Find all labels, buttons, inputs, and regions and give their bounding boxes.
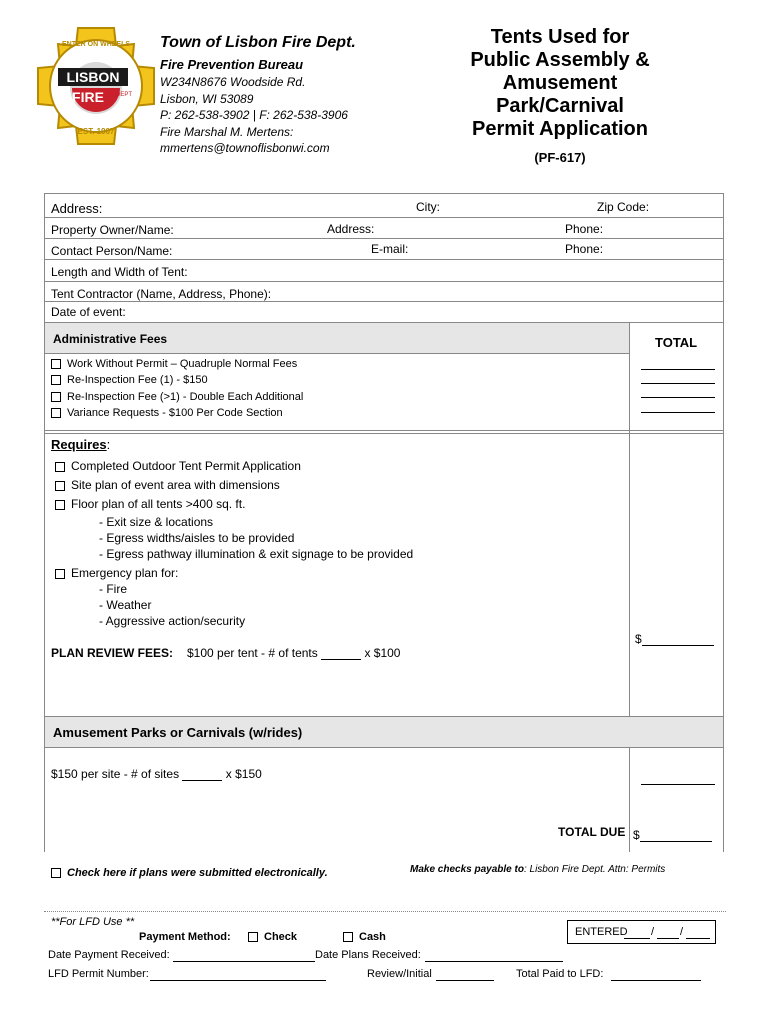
admin-fee-item: Re-Inspection Fee (1) - $150 <box>51 374 208 386</box>
total-column-heading: TOTAL <box>655 335 698 350</box>
total-due-label: TOTAL DUE <box>558 825 626 839</box>
checkbox-icon[interactable] <box>51 359 61 369</box>
admin-total-field[interactable] <box>641 383 715 384</box>
admin-fee-item: Re-Inspection Fee (>1) - Double Each Additional <box>51 391 303 403</box>
checkbox-icon[interactable] <box>51 375 61 385</box>
requirement-subitem: - Weather <box>99 598 152 612</box>
electronic-submission: Check here if plans were submitted electronically. <box>51 867 328 879</box>
total-due: $ <box>633 828 712 842</box>
checkbox-icon[interactable] <box>51 408 61 418</box>
form-title-line-1: Tents Used for <box>490 26 630 48</box>
logo-name1: LISBON <box>66 69 120 85</box>
requirement-item: Site plan of event area with dimensions <box>55 478 280 492</box>
payment-method-label: Payment Method: <box>139 931 231 943</box>
requirement-subitem: - Exit size & locations <box>99 515 214 529</box>
plan-review-fees-line: $100 per tent - # of tents x $100 <box>187 646 401 660</box>
plan-review-total-field[interactable] <box>642 633 714 646</box>
form-code: (PF-617) <box>534 150 586 165</box>
checkbox-icon[interactable] <box>248 932 258 942</box>
org-phone: P: 262-538-3902 | F: 262-538-3906 <box>160 108 348 122</box>
org-name: Town of Lisbon Fire Dept. <box>160 34 356 51</box>
requirement-subitem: - Aggressive action/security <box>99 614 246 628</box>
date-plans-label: Date Plans Received: <box>315 949 421 961</box>
org-email: mmertens@townoflisbonwi.com <box>160 141 330 155</box>
org-city: Lisbon, WI 53089 <box>160 92 254 106</box>
payable-note: Make checks payable to: Lisbon Fire Dept. Attn: Permits <box>410 864 666 875</box>
admin-fee-item: Work Without Permit – Quadruple Normal Fees <box>51 358 297 370</box>
requirement-subitem: - Fire <box>99 582 127 596</box>
requirement-item: Emergency plan for: <box>55 566 178 580</box>
checkbox-icon[interactable] <box>55 500 65 510</box>
total-paid-label: Total Paid to LFD: <box>516 968 604 980</box>
permit-number-label: LFD Permit Number: <box>48 968 149 980</box>
admin-fees-heading: Administrative Fees <box>53 332 168 346</box>
requirement-subitem: - Egress widths/aisles to be provided <box>99 531 295 545</box>
checkbox-icon[interactable] <box>51 868 61 878</box>
checkbox-icon[interactable] <box>55 569 65 579</box>
owner-phone-label: Phone: <box>565 222 604 236</box>
bureau-name: Fire Prevention Bureau <box>160 57 304 72</box>
fire-dept-logo <box>36 26 156 146</box>
amusement-total-field[interactable] <box>641 784 715 785</box>
admin-total-field[interactable] <box>641 369 715 370</box>
date-plans-field[interactable] <box>425 961 563 962</box>
entered-label: ENTERED <box>575 926 628 938</box>
total-paid-field[interactable] <box>611 980 701 981</box>
form-title-line-4: Park/Carnival <box>496 95 624 117</box>
date-payment-label: Date Payment Received: <box>48 949 170 961</box>
requirement-subitem: - Egress pathway illumination & exit signage to be provided <box>99 547 414 561</box>
city-label: City: <box>416 200 440 214</box>
form-title-line-3: Amusement <box>502 72 618 94</box>
logo-name2: FIRE <box>72 89 104 105</box>
entered-box[interactable]: ENTERED / / <box>567 920 716 944</box>
org-marshal: Fire Marshal M. Mertens: <box>160 125 294 139</box>
amusement-fee-line: $150 per site - # of sites x $150 <box>51 767 262 781</box>
requirement-item: Floor plan of all tents >400 sq. ft. <box>55 497 245 511</box>
checkbox-icon[interactable] <box>343 932 353 942</box>
requirement-item: Completed Outdoor Tent Permit Application <box>55 459 301 473</box>
date-payment-field[interactable] <box>173 961 315 962</box>
event-date-label: Date of event: <box>51 305 126 319</box>
admin-total-field[interactable] <box>641 412 715 413</box>
payment-check-option: Check <box>248 931 297 943</box>
site-count-field[interactable] <box>182 768 222 781</box>
requires-heading: Requires: <box>51 437 111 452</box>
contractor-label: Tent Contractor (Name, Address, Phone): <box>51 287 272 301</box>
admin-fee-item: Variance Requests - $100 Per Code Section <box>51 407 283 419</box>
contact-phone-label: Phone: <box>565 242 604 256</box>
form-title-line-5: Permit Application <box>472 118 648 140</box>
review-initial-label: Review/Initial <box>367 968 432 980</box>
admin-total-field[interactable] <box>641 397 715 398</box>
review-initial-field[interactable] <box>436 980 494 981</box>
form-title-line-2: Public Assembly & <box>470 49 650 71</box>
amusement-heading: Amusement Parks or Carnivals (w/rides) <box>53 725 303 740</box>
lfd-use-label: **For LFD Use ** <box>51 916 135 928</box>
admin-fees-header <box>45 322 629 354</box>
logo-est: EST. 1967 <box>77 127 115 136</box>
org-address: W234N8676 Woodside Rd. <box>160 75 306 89</box>
contact-label: Contact Person/Name: <box>51 244 173 258</box>
logo-arc-text: ENTER ON WHEELS <box>61 41 131 48</box>
total-due-field[interactable] <box>640 829 712 842</box>
tent-count-field[interactable] <box>321 647 361 660</box>
logo-side: DEPT <box>115 92 133 98</box>
tent-size-label: Length and Width of Tent: <box>51 265 188 279</box>
checkbox-icon[interactable] <box>51 392 61 402</box>
payment-cash-option: Cash <box>343 931 386 943</box>
owner-label: Property Owner/Name: <box>51 223 174 237</box>
checkbox-icon[interactable] <box>55 481 65 491</box>
permit-number-field[interactable] <box>150 980 326 981</box>
owner-address-label: Address: <box>327 222 375 236</box>
zip-label: Zip Code: <box>597 200 650 214</box>
checkbox-icon[interactable] <box>55 462 65 472</box>
plan-review-total: $ <box>635 632 714 646</box>
email-label: E-mail: <box>371 242 409 256</box>
address-label: Address: <box>51 201 103 216</box>
amusement-header <box>45 716 723 748</box>
plan-review-fees-label: PLAN REVIEW FEES: <box>51 646 174 660</box>
